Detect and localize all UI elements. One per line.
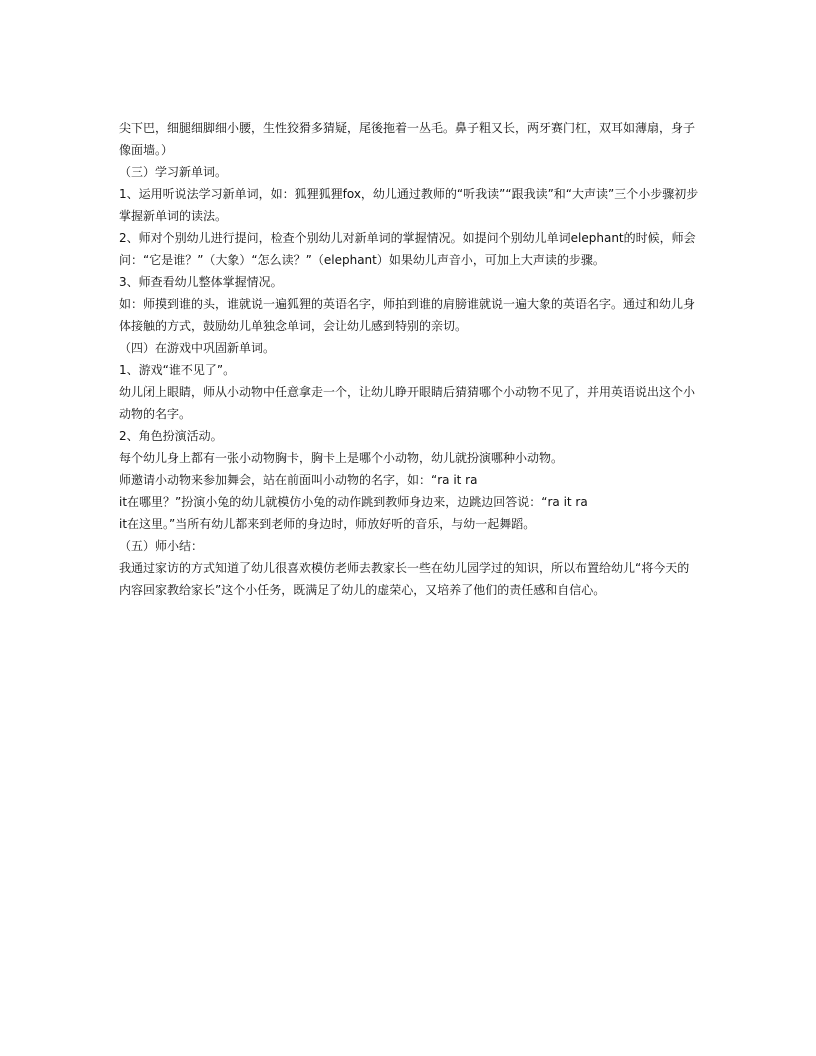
text-line: 如：师摸到谁的头，谁就说一遍狐狸的英语名字，师拍到谁的肩膀谁就说一遍大象的英语名字。通过和幼儿身 — [119, 297, 696, 311]
section-heading: （四）在游戏中巩固新单词。 — [119, 341, 276, 355]
text-line: 体接触的方式，鼓励幼儿单独念单词，会让幼儿感到特别的亲切。 — [119, 319, 468, 333]
text-line: 动物的名字。 — [119, 407, 192, 421]
text-line: it在这里。”当所有幼儿都来到老师的身边时，师放好听的音乐，与幼一起舞蹈。 — [119, 517, 536, 531]
text-line: 每个幼儿身上都有一张小动物胸卡，胸卡上是哪个小动物，幼儿就扮演哪种小动物。 — [119, 451, 564, 465]
text-line: 1、运用听说法学习新单词，如：狐狸狐狸fox，幼儿通过教师的“听我读”“跟我读”和“大声读”三个小步骤初步 — [119, 187, 699, 201]
text-line: 2、师对个别幼儿进行提问，检查个别幼儿对新单词的掌握情况。如提问个别幼儿单词elephant的时候，师会 — [119, 231, 696, 245]
text-line: it在哪里？”扮演小兔的幼儿就模仿小兔的动作跳到教师身边来，边跳边回答说：“ra it ra — [119, 495, 588, 509]
text-line: 像面墙。） — [119, 143, 174, 157]
text-line: 内容回家教给家长”这个小任务，既满足了幼儿的虚荣心，又培养了他们的责任感和自信心。 — [119, 583, 606, 597]
text-line: 2、角色扮演活动。 — [119, 429, 223, 443]
section-heading: （五）师小结： — [119, 539, 204, 553]
document-body — [119, 117, 699, 601]
text-line: 幼儿闭上眼睛，师从小动物中任意拿走一个，让幼儿睁开眼睛后猜猜哪个小动物不见了，并用英语说出这个小 — [119, 385, 696, 399]
text-line: 掌握新单词的读法。 — [119, 209, 228, 223]
text-line: 3、师查看幼儿整体掌握情况。 — [119, 275, 283, 289]
text-line: 师邀请小动物来参加舞会，站在前面叫小动物的名字，如：“ra it ra — [119, 473, 478, 487]
text-line: 我通过家访的方式知道了幼儿很喜欢模仿老师去教家长一些在幼儿园学过的知识，所以布置给幼儿“将今天的 — [119, 561, 690, 575]
text-line: 1、游戏“谁不见了”。 — [119, 363, 236, 377]
section-heading: （三）学习新单词。 — [119, 165, 228, 179]
text-line: 尖下巴，细腿细脚细小腰，生性狡猾多猜疑，尾後拖着一丛毛。鼻子粗又长，两牙赛门杠，双耳如薄扇，身子 — [119, 121, 696, 135]
text-line: 问：“它是谁？”（大象）“怎么读？”（elephant）如果幼儿声音小，可加上大声读的步骤。 — [119, 253, 605, 267]
